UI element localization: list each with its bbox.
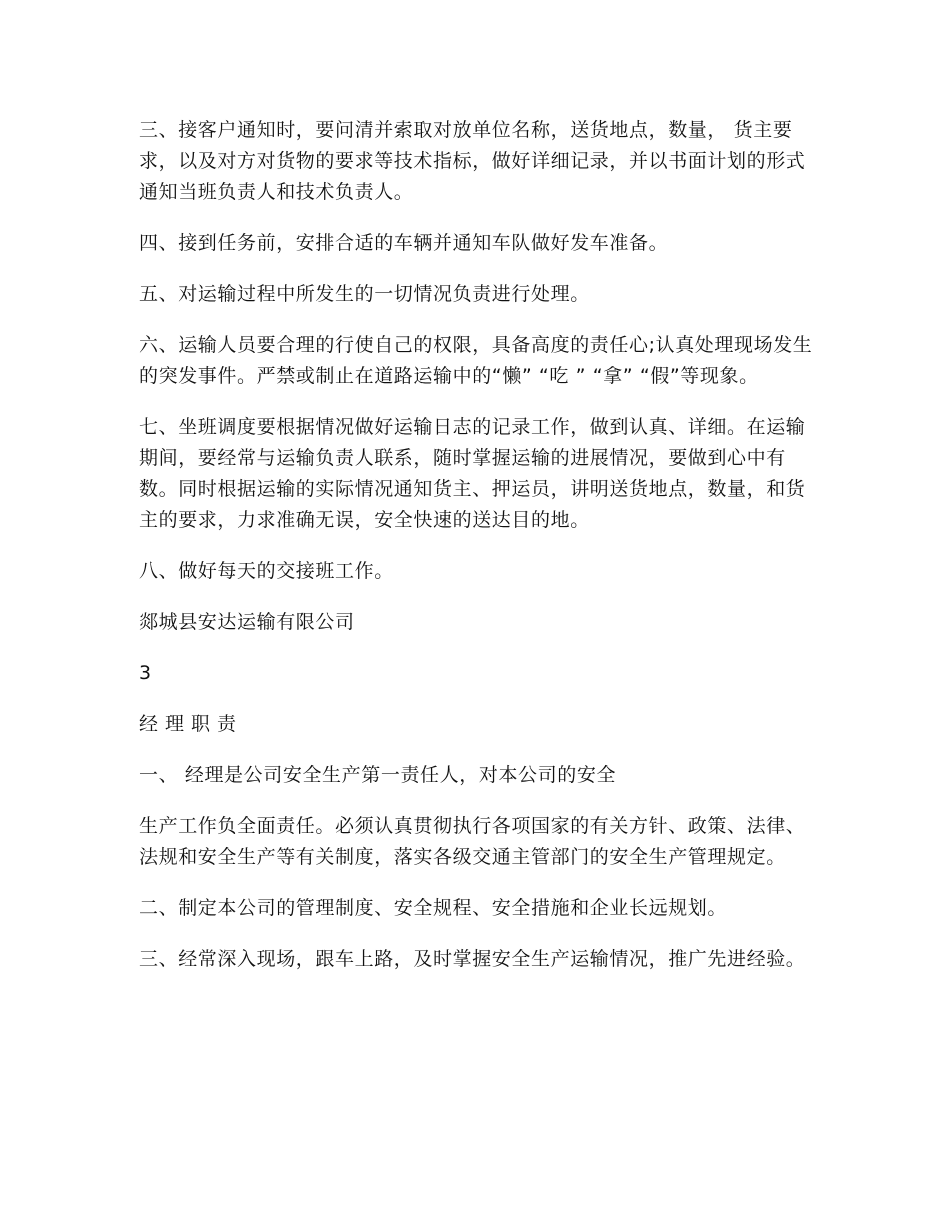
section-paragraph-1-continued: 生产工作负全面责任。必须认真贯彻执行各项国家的有关方针、政策、法律、法规和安全生产等有关制度，落实各级交通主管部门的安全生产管理规定。 xyxy=(139,815,806,868)
paragraph-5: 五、对运输过程中所发生的一切情况负责进行处理。 xyxy=(139,283,590,305)
paragraph-6: 六、运输人员要合理的行使自己的权限，具备高度的责任心;认真处理现场发生的突发事件。严禁或制止在道路运输中的“懒” “吃 ” “拿” “假”等现象。 xyxy=(139,334,813,387)
section-paragraph-2: 二、制定本公司的管理制度、安全规程、安全措施和企业长远规划。 xyxy=(139,897,728,919)
paragraph-8: 八、做好每天的交接班工作。 xyxy=(139,560,394,582)
page-number: 3 xyxy=(139,662,152,684)
paragraph-3: 三、接客户通知时，要问清并索取对放单位名称，送货地点，数量， 货主要求，以及对方对货物的要求等技术指标，做好详细记录，并以书面计划的形式通知当班负责人和技术负责人。 xyxy=(139,119,806,203)
section-paragraph-3: 三、经常深入现场，跟车上路，及时掌握安全生产运输情况，推广先进经验。 xyxy=(139,948,806,970)
paragraph-4: 四、接到任务前，安排合适的车辆并通知车队做好发车准备。 xyxy=(139,232,669,254)
section-paragraph-1: 一、 经理是公司安全生产第一责任人，对本公司的安全 xyxy=(139,764,617,786)
document-body xyxy=(139,115,815,995)
paragraph-7: 七、坐班调度要根据情况做好运输日志的记录工作，做到认真、详细。在运输期间，要经常与运输负责人联系，随时掌握运输的进展情况，要做到心中有数。同时根据运输的实际情况通知货主、押运员，讲明送货地点，数量，和货主的要求，力求准确无误，安全快速的送达目的地。 xyxy=(139,416,806,531)
section-title: 经理职责 xyxy=(139,713,244,735)
company-name: 郯城县安达运输有限公司 xyxy=(139,611,355,633)
